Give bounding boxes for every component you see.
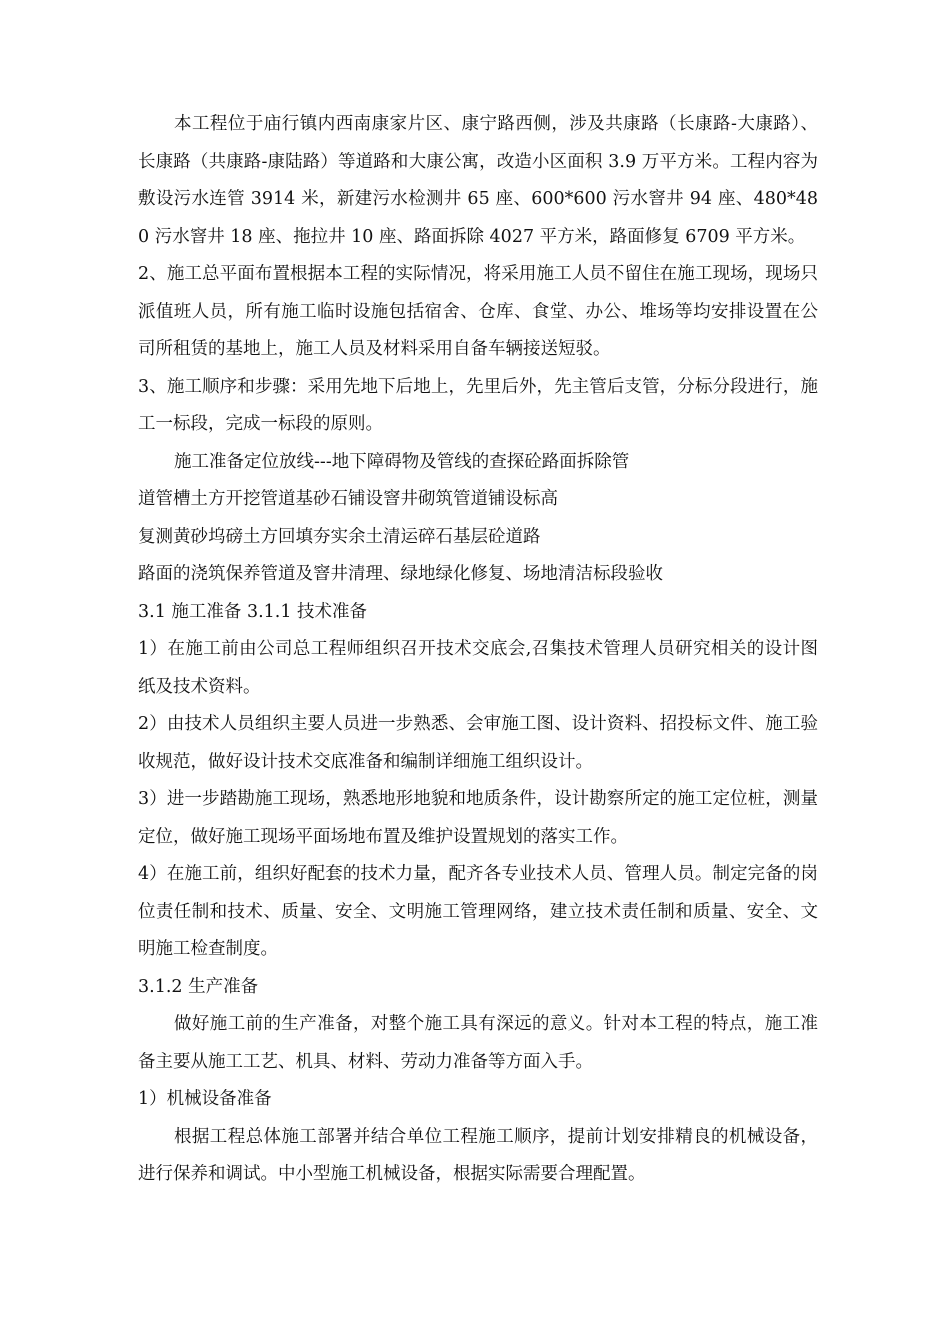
- project-overview-paragraph: 本工程位于庙行镇内西南康家片区、康宁路西侧，涉及共康路（长康路-大康路）、长康路（共康路-康陆路）等道路和大康公寓，改造小区面积 3.9 万平方米。工程内容为敷设污水连管 3914 米，新建污水检测井 65 座、600*600 污水窨井 94 座、480*480 污水窨井 18 座、拖拉井 10 座、路面拆除 4027 平方米，路面修复 6709 平方米。: [138, 114, 818, 247]
- machinery-paragraph: 根据工程总体施工部署并结合单位工程施工顺序，提前计划安排精良的机械设备，进行保养和调试。中小型施工机械设备，根据实际需要合理配置。: [138, 1126, 818, 1184]
- sequence-line-2: 道管槽土方开挖管道基砂石铺设窨井砌筑管道铺设标高: [138, 489, 558, 509]
- tech-prep-item-2: 2）由技术人员组织主要人员进一步熟悉、会审施工图、设计资料、招投标文件、施工验收规范，做好设计技术交底准备和编制详细施工组织设计。: [138, 714, 818, 772]
- tech-prep-item-1: 1）在施工前由公司总工程师组织召开技术交底会,召集技术管理人员研究相关的设计图纸及技术资料。: [138, 639, 818, 697]
- sequence-line-3: 复测黄砂坞磅土方回填夯实余土清运碎石基层砼道路: [138, 526, 541, 547]
- sequence-line-1: 施工准备定位放线---地下障碍物及管线的查探砼路面拆除管: [174, 451, 630, 472]
- tech-prep-item-3: 3）进一步踏勘施工现场，熟悉地形地貌和地质条件，设计勘察所定的施工定位桩，测量定位，做好施工现场平面场地布置及维护设置规划的落实工作。: [138, 789, 818, 847]
- section-heading-3-1: 3.1 施工准备 3.1.1 技术准备: [138, 601, 368, 622]
- document-body: [138, 106, 818, 1194]
- section-heading-3-1-2: 3.1.2 生产准备: [138, 976, 259, 997]
- sequence-line-4: 路面的浇筑保养管道及窨井清理、绿地绿化修复、场地清洁标段验收: [138, 564, 663, 584]
- tech-prep-item-4: 4）在施工前，组织好配套的技术力量，配齐各专业技术人员、管理人员。制定完备的岗位责任制和技术、质量、安全、文明施工管理网络，建立技术责任制和质量、安全、文明施工检查制度。: [138, 864, 818, 959]
- machinery-heading: 1）机械设备准备: [138, 1089, 272, 1109]
- site-layout-paragraph: 2、施工总平面布置根据本工程的实际情况，将采用施工人员不留住在施工现场，现场只派值班人员，所有施工临时设施包括宿舍、仓库、食堂、办公、堆场等均安排设置在公司所租赁的基地上，施工人员及材料采用自备车辆接送短驳。: [138, 264, 818, 359]
- production-prep-paragraph: 做好施工前的生产准备，对整个施工具有深远的意义。针对本工程的特点，施工准备主要从施工工艺、机具、材料、劳动力准备等方面入手。: [138, 1014, 818, 1072]
- construction-sequence-paragraph: 3、施工顺序和步骤：采用先地下后地上，先里后外，先主管后支管，分标分段进行，施工一标段，完成一标段的原则。: [138, 376, 818, 434]
